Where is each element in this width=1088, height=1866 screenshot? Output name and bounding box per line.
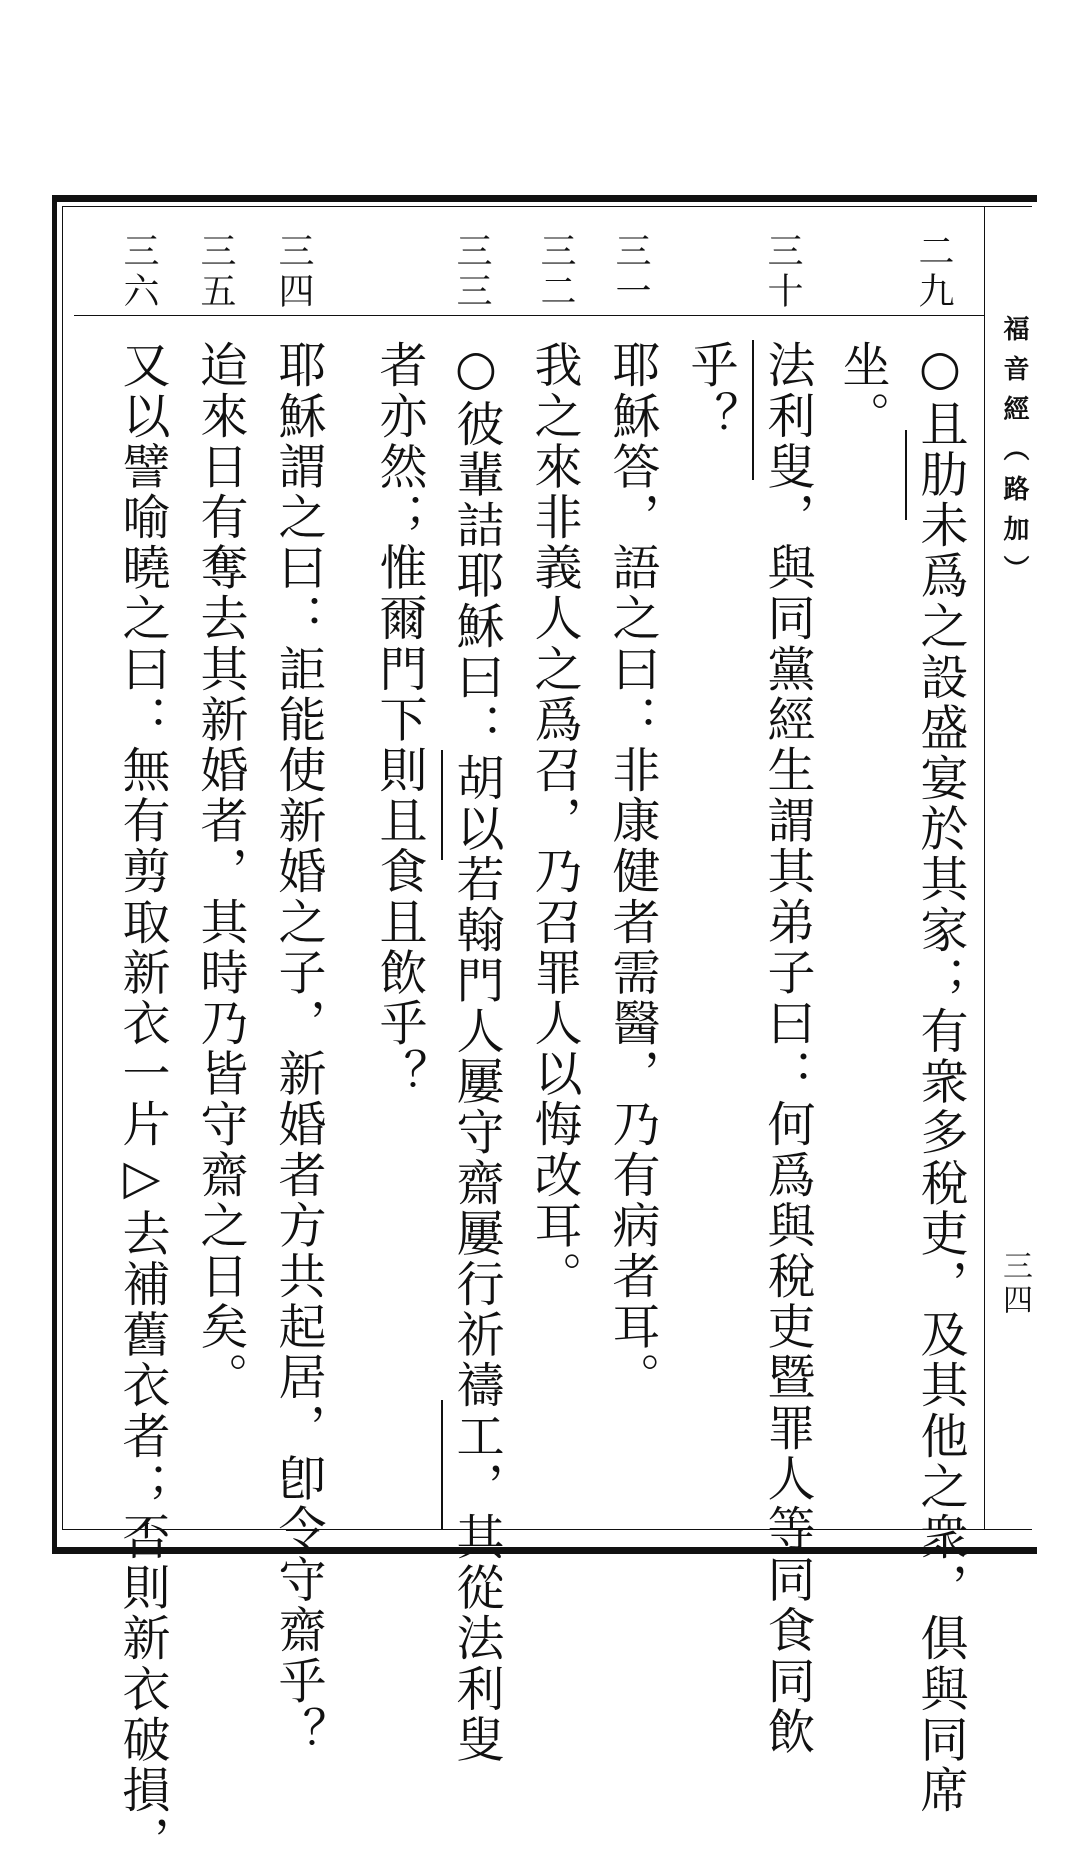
- text-column: 迨來日有奪去其新婚者，其時乃皆守齋之日矣。: [192, 340, 248, 1403]
- name-mark: [441, 1400, 443, 1530]
- name-mark: [441, 750, 443, 860]
- text-column: 法利叟，與同黨經生謂其弟子曰：何爲與稅吏暨罪人等同食同飲: [759, 340, 815, 1757]
- text-column: 耶穌答，語之曰：非康健者需醫，乃有病者耳。: [604, 340, 660, 1403]
- frame-inner-left-rule: [62, 206, 63, 1529]
- verse-number: 三三: [451, 232, 492, 312]
- text-column: ○彼輩詰耶穌曰：胡以若翰門人屢守齋屢行祈禱工，其從法利叟: [448, 340, 504, 1765]
- verse-number: 三六: [118, 232, 159, 312]
- verse-number: 三一: [610, 232, 651, 312]
- verse-number: 二九: [913, 232, 954, 312]
- verse-number: 三二: [535, 232, 576, 312]
- book-title: 福音經（路加）: [999, 315, 1029, 595]
- text-column: 我之來非義人之爲召，乃召罪人以悔改耳。: [526, 340, 582, 1302]
- text-column: 耶穌謂之曰：詎能使新婚之子，新婚者方共起居，卽令守齋乎？: [270, 340, 326, 1757]
- name-mark: [752, 340, 754, 480]
- frame-inner-top-rule: [62, 206, 1032, 207]
- verse-number-rule: [74, 315, 984, 316]
- text-column: 又以譬喻曉之曰：無有剪取新衣一片▷去補舊衣者；否則新衣破損，: [114, 340, 170, 1866]
- text-column: 乎？: [682, 340, 738, 442]
- margin-rule: [984, 206, 985, 1529]
- text-column: 者亦然；惟爾門下則且食且飲乎？: [371, 340, 427, 1099]
- verse-number: 三十: [762, 232, 803, 312]
- text-column: 坐。: [834, 340, 890, 442]
- verse-number: 三四: [273, 232, 314, 312]
- text-column: ○且肋未爲之設盛宴於其家；有衆多稅吏，及其他之衆，俱與同席: [912, 340, 968, 1816]
- verse-number: 三五: [195, 232, 236, 312]
- page-number: 三四: [997, 1250, 1032, 1318]
- name-mark: [905, 430, 907, 520]
- frame-inner-bottom-rule: [62, 1529, 1032, 1530]
